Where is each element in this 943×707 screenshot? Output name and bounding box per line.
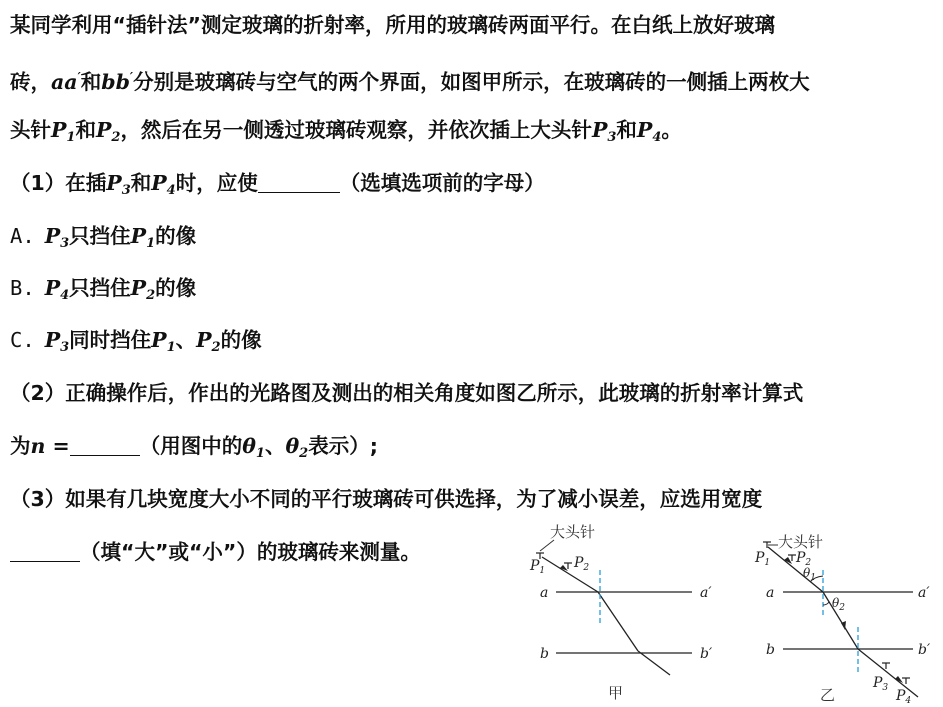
symbol-p4 — [636, 118, 662, 145]
fig-jia-pin-label: 大头针 — [550, 523, 596, 541]
p-sub: 3 — [607, 130, 617, 145]
symbol-p4 — [151, 171, 176, 198]
question-3-line-1 — [10, 484, 762, 514]
p-sub: 4 — [652, 130, 662, 145]
fig-jia-p2: P — [574, 555, 584, 571]
intro-text-3e: 。 — [661, 118, 682, 142]
p-letter: P — [151, 171, 167, 195]
p-sub: 3 — [60, 236, 70, 251]
symbol-bb — [101, 70, 133, 94]
fig-jia-b-prime: b′ — [700, 646, 713, 662]
fig-jia-p2-label — [573, 555, 589, 573]
theta-letter: θ — [285, 434, 300, 458]
p-letter: P — [95, 118, 112, 142]
symbol-theta1 — [242, 434, 265, 461]
p-letter: P — [130, 276, 147, 300]
q1-text-c: 时，应使 — [175, 171, 258, 195]
fig-jia-a-prime: a′ — [700, 585, 712, 601]
option-b-letter: B. — [10, 276, 35, 300]
fig-yi-a-prime: a′ — [918, 585, 930, 601]
fig-jia-p1: P — [530, 558, 540, 574]
p-letter: P — [51, 118, 67, 142]
q2-equals: = — [45, 434, 70, 458]
question-2-line-2 — [10, 431, 378, 469]
fig-jia-b: b — [540, 646, 549, 662]
symbol-p1 — [151, 328, 176, 355]
fig-yi-b-prime: b′ — [918, 642, 931, 658]
p-sub: 2 — [111, 130, 121, 145]
fig-jia-p2-sub: 2 — [583, 563, 590, 573]
theta-letter: θ — [242, 434, 256, 458]
fig-yi-theta2-arc — [823, 602, 829, 605]
p-sub: 3 — [121, 183, 131, 198]
p-sub: 4 — [166, 183, 176, 198]
p-letter: P — [151, 328, 167, 352]
fig-jia-p1-sub: 1 — [539, 566, 546, 576]
fig-yi-p3-sub: 3 — [882, 683, 889, 693]
symbol-p2 — [196, 328, 221, 355]
intro-text-2c: 分别是玻璃砖与空气的两个界面，如图甲所示，在玻璃砖的一侧插上两枚大 — [133, 70, 810, 94]
fig-yi-p3: P — [873, 675, 883, 691]
option-c[interactable] — [10, 325, 262, 363]
symbol-aa — [51, 70, 81, 94]
fig-yi-p3-label — [872, 675, 888, 693]
fig-jia-exit-ray — [638, 651, 670, 675]
fig-yi-pin-label: 大头针 — [778, 533, 824, 551]
option-b[interactable] — [10, 273, 196, 311]
p-letter: P — [591, 118, 608, 142]
p-sub: 1 — [166, 340, 176, 355]
fig-jia-pin-pointer — [540, 540, 554, 551]
p-letter: P — [106, 171, 122, 195]
bb-text: bb — [101, 70, 130, 94]
symbol-theta2 — [285, 434, 309, 461]
p-letter: P — [44, 276, 61, 300]
p-sub: 4 — [60, 288, 70, 303]
fig-yi-p2: P — [796, 550, 806, 566]
symbol-n: n — [30, 434, 46, 458]
fig-jia-incident-ray — [542, 557, 598, 592]
q3-text-a: （填“大”或“小”）的玻璃砖来测量。 — [80, 540, 421, 564]
option-c-letter: C. — [10, 328, 35, 352]
p-letter: P — [636, 118, 653, 142]
intro-text-3d: 和 — [616, 118, 637, 142]
fig-yi-p1-label — [754, 550, 770, 568]
symbol-p2 — [95, 118, 121, 145]
question-1 — [10, 168, 545, 206]
fig-yi-theta1-label — [803, 566, 816, 583]
fig-yi-theta2-sub: 2 — [839, 603, 845, 613]
question-3-line-2 — [10, 537, 421, 567]
fig-jia-caption: 甲 — [608, 684, 624, 702]
q1-answer-blank[interactable] — [258, 170, 340, 193]
intro-text-3a: 头针 — [10, 118, 51, 142]
fig-yi-b: b — [766, 642, 775, 658]
intro-text-3b: 和 — [75, 118, 96, 142]
p-sub: 1 — [66, 130, 76, 145]
fig-jia-p1-label — [529, 558, 545, 576]
fig-jia-refracted-ray — [598, 592, 638, 651]
option-a-tail: 的像 — [155, 224, 197, 248]
theta-sub: 2 — [299, 446, 309, 461]
fig-yi-theta2: θ — [832, 596, 840, 610]
symbol-p3 — [44, 328, 70, 355]
q1-text-a: （1）在插 — [10, 171, 107, 195]
fig-yi-p1-sub: 1 — [764, 558, 771, 568]
aa-prime: ′ — [77, 70, 81, 84]
option-b-text: 只挡住 — [69, 276, 131, 300]
fig-yi-refracted-ray — [823, 592, 858, 649]
intro-text-2b: 和 — [80, 70, 102, 94]
intro-line-2 — [10, 62, 810, 97]
symbol-p3 — [44, 224, 70, 251]
figure-yi — [748, 515, 943, 707]
bb-prime: ′ — [129, 70, 134, 84]
fig-yi-p2-sub: 2 — [805, 558, 812, 568]
p-letter: P — [196, 328, 212, 352]
intro-line-1 — [10, 10, 775, 40]
q2-sep: 、 — [264, 434, 286, 458]
q2-text-a: 为 — [10, 434, 31, 458]
fig-yi-theta1-sub: 1 — [810, 573, 816, 583]
option-c-text: 同时挡住 — [69, 328, 152, 352]
option-a[interactable] — [10, 221, 196, 259]
theta-sub: 1 — [255, 446, 265, 461]
q2-text-1: （2）正确操作后，作出的光路图及测出的相关角度如图乙所示，此玻璃的折射率计算式 — [10, 381, 804, 405]
p-sub: 2 — [211, 340, 221, 355]
option-a-letter: A. — [10, 224, 35, 248]
symbol-p1 — [51, 118, 76, 145]
intro-text-3c: ，然后在另一侧透过玻璃砖观察，并依次插上大头针 — [120, 118, 592, 142]
p-letter: P — [130, 224, 147, 248]
fig-yi-a: a — [766, 585, 775, 601]
figure-jia — [520, 515, 730, 705]
intro-text-2a: 砖， — [10, 70, 51, 94]
q1-text-d: （选填选项前的字母） — [339, 171, 545, 195]
option-c-tail: 的像 — [220, 328, 262, 352]
p-sub: 1 — [146, 236, 156, 251]
symbol-p1 — [130, 224, 156, 251]
q3-answer-blank[interactable] — [10, 539, 80, 562]
fig-yi-theta1: θ — [803, 566, 811, 580]
fig-jia-a: a — [540, 585, 549, 601]
fig-yi-p4-label — [895, 688, 911, 706]
q2-text-b: （用图中的 — [139, 434, 243, 458]
option-b-tail: 的像 — [155, 276, 197, 300]
fig-yi-p4: P — [896, 688, 906, 704]
symbol-p3 — [106, 171, 131, 198]
p-sub: 3 — [60, 340, 70, 355]
option-c-sep: 、 — [175, 328, 197, 352]
intro-text-1: 某同学利用“插针法”测定玻璃的折射率，所用的玻璃砖两面平行。在白纸上放好玻璃 — [10, 13, 775, 37]
fig-yi-p4-sub: 4 — [905, 696, 912, 706]
symbol-p4 — [44, 276, 70, 303]
q2-text-c: 表示）; — [308, 434, 378, 458]
aa-text: aa — [51, 70, 78, 94]
q1-text-b: 和 — [130, 171, 152, 195]
fig-yi-caption: 乙 — [820, 686, 836, 704]
symbol-p3 — [591, 118, 617, 145]
p-letter: P — [44, 328, 61, 352]
p-sub: 2 — [146, 288, 156, 303]
p-letter: P — [44, 224, 61, 248]
symbol-p2 — [130, 276, 156, 303]
option-a-text: 只挡住 — [69, 224, 131, 248]
intro-line-3 — [10, 115, 682, 153]
question-2-line-1 — [10, 378, 803, 408]
fig-yi-p1: P — [755, 550, 765, 566]
q3-text-1: （3）如果有几块宽度大小不同的平行玻璃砖可供选择，为了减小误差，应选用宽度 — [10, 487, 763, 511]
q2-answer-blank[interactable] — [70, 433, 140, 456]
